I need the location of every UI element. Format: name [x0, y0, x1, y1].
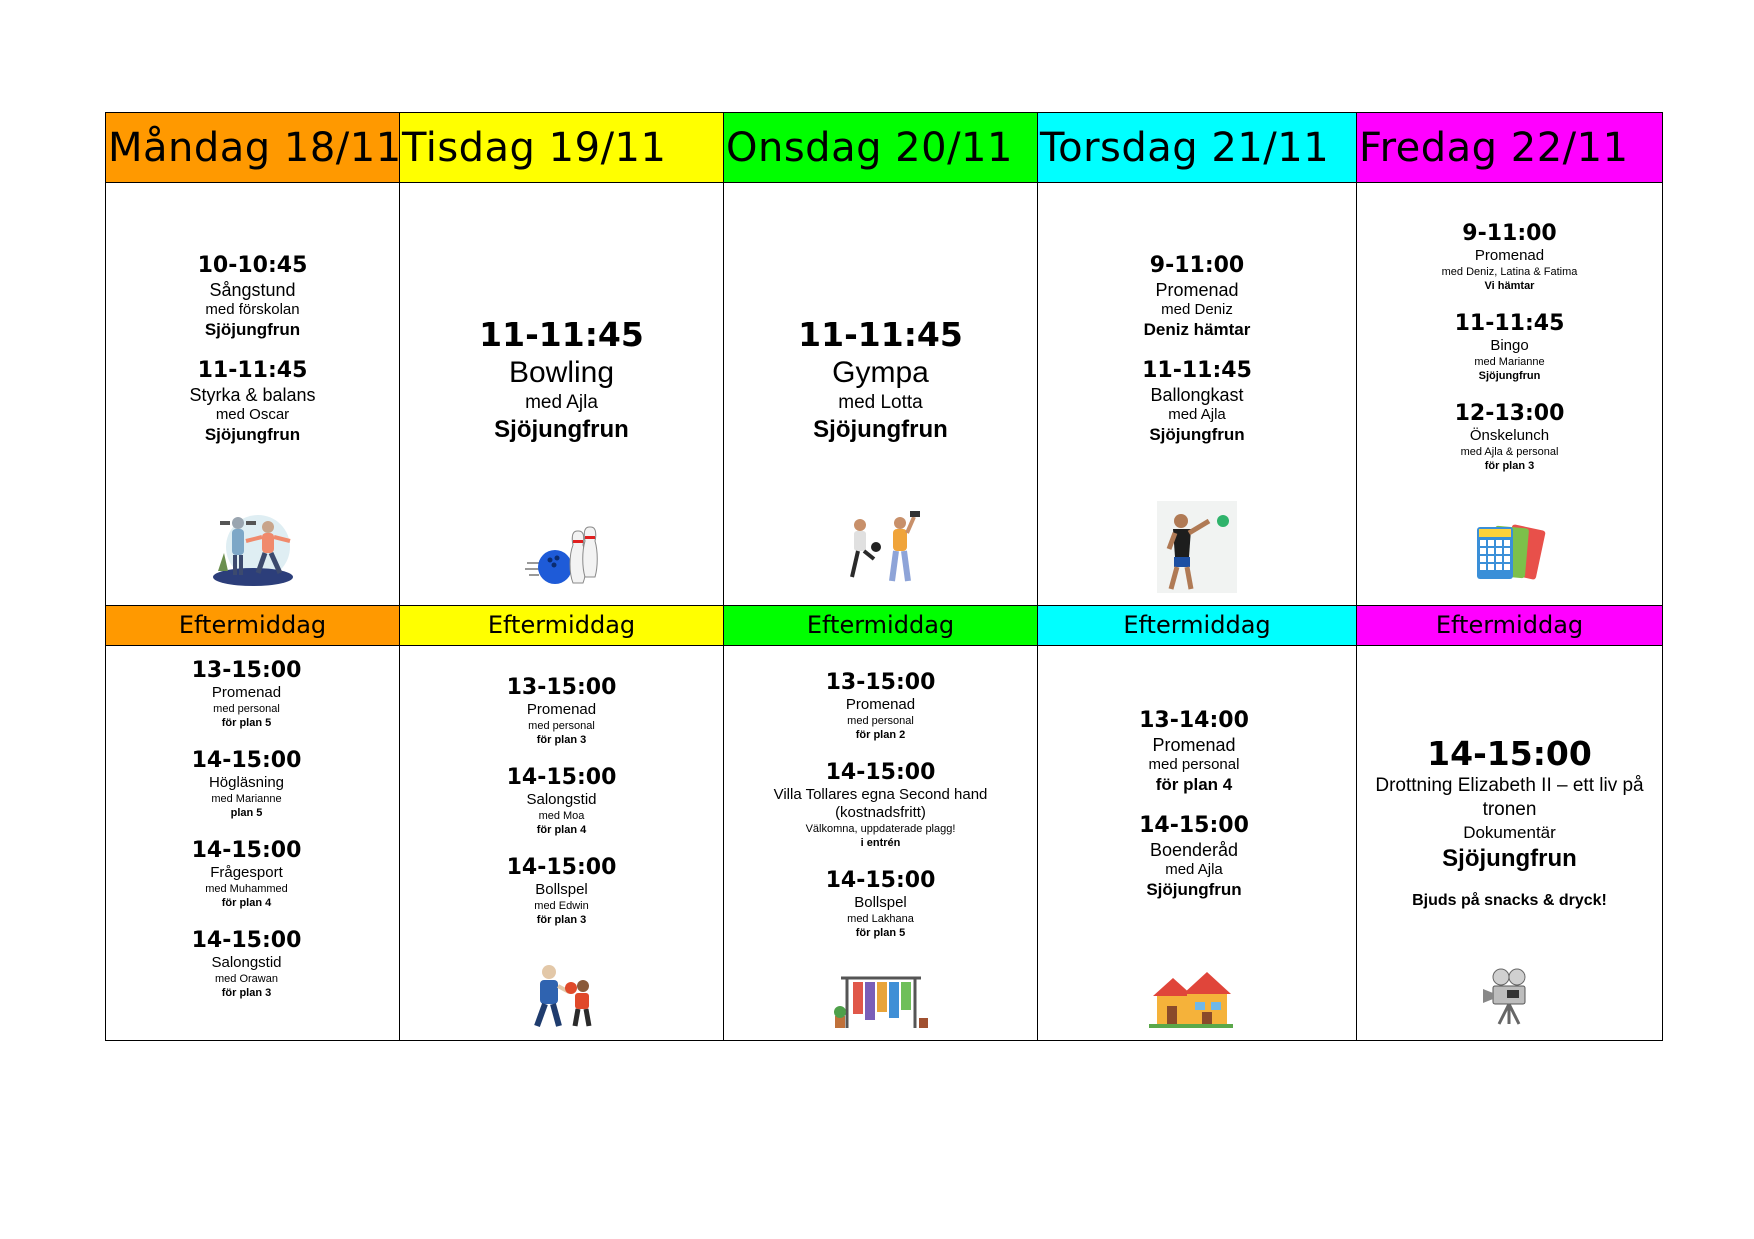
afternoon-label-thursday: Eftermiddag — [1038, 605, 1357, 645]
event-with: med förskolan — [205, 301, 300, 319]
event-with: med personal — [847, 714, 914, 727]
event-time: 11-11:45 — [479, 315, 644, 355]
afternoon-label-tuesday: Eftermiddag — [400, 605, 724, 645]
ball-throw-icon — [1157, 501, 1237, 593]
afternoon-cell-thursday — [1038, 645, 1357, 1040]
event-place: Sjöjungfrun — [1149, 425, 1245, 445]
event — [1038, 253, 1356, 340]
event-name: Promenad — [1152, 734, 1236, 755]
exercise-seniors-icon — [210, 513, 296, 587]
day-header-monday: Måndag 18/11 — [106, 113, 400, 183]
event — [724, 670, 1037, 742]
event-name: Bollspel — [854, 893, 907, 911]
afternoon-label-monday: Eftermiddag — [106, 605, 400, 645]
event-place: för plan 2 — [855, 728, 906, 741]
day-header-wednesday: Onsdag 20/11 — [724, 113, 1038, 183]
event-time: 14-15:00 — [1139, 812, 1249, 838]
event-time: 9-11:00 — [1149, 253, 1245, 279]
afternoon-cell-friday — [1357, 645, 1663, 1040]
event-name: Promenad — [845, 695, 916, 713]
event — [94, 658, 399, 730]
event-name: Bowling — [508, 356, 615, 390]
event-time: 11-11:45 — [197, 358, 308, 384]
event-with: med Ajla — [1165, 860, 1223, 878]
event — [1357, 734, 1662, 910]
event-with: med Deniz, Latina & Fatima — [1441, 266, 1578, 279]
event-with: med Ajla & personal — [1460, 446, 1559, 459]
event-name: Villa Tollares egna Second hand (kostnadsfritt) — [773, 785, 988, 821]
event-with: med Deniz — [1161, 301, 1233, 319]
event-time: 13-14:00 — [1139, 707, 1249, 733]
event-with: med Lotta — [838, 392, 923, 414]
event-time: 11-11:45 — [1454, 311, 1565, 337]
event-name: Ballongkast — [1150, 385, 1244, 406]
day-header-tuesday: Tisdag 19/11 — [400, 113, 724, 183]
afternoon-header-row — [106, 605, 1663, 645]
afternoon-row — [106, 645, 1663, 1040]
event — [400, 675, 723, 747]
event-name: Promenad — [211, 683, 282, 701]
event-time: 14-15:00 — [506, 854, 617, 880]
event-place: Sjöjungfrun — [494, 416, 629, 444]
event-place: Deniz hämtar — [1143, 320, 1251, 340]
event — [1032, 708, 1356, 795]
event-place: Sjöjungfrun — [1478, 370, 1541, 383]
event-name: Högläsning — [208, 773, 285, 791]
event — [94, 748, 399, 820]
event-with: med personal — [528, 719, 595, 732]
event-name: Sångstund — [209, 280, 296, 301]
event-place: Sjöjungfrun — [204, 320, 301, 340]
event — [724, 760, 1037, 850]
day-header-friday: Fredag 22/11 — [1357, 113, 1663, 183]
event-place: för plan 5 — [221, 716, 272, 729]
event-place: Sjöjungfrun — [1146, 879, 1242, 899]
event-time: 14-15:00 — [825, 759, 936, 785]
event-place: Sjöjungfrun — [1442, 844, 1577, 872]
weekly-schedule — [105, 112, 1662, 1041]
event-place: för plan 5 — [855, 926, 906, 939]
event-place: för plan 3 — [1484, 460, 1535, 473]
bingo-cards-icon — [1473, 523, 1547, 587]
afternoon-cell-tuesday — [400, 645, 724, 1040]
ball-game-icon — [527, 962, 597, 1030]
event — [724, 868, 1037, 940]
event-time: 14-15:00 — [1427, 733, 1592, 773]
event-name: Salongstid — [211, 953, 282, 971]
event — [1357, 401, 1662, 473]
afternoon-label-wednesday: Eftermiddag — [724, 605, 1038, 645]
event-name: Gympa — [832, 356, 929, 390]
event-name: Önskelunch — [1469, 427, 1550, 445]
event-place: för plan 3 — [536, 913, 587, 926]
event-with: med Moa — [538, 809, 585, 822]
event — [106, 253, 399, 340]
clothes-rack-icon — [833, 972, 929, 1030]
film-camera-icon — [1483, 968, 1537, 1026]
event-with: med Ajla — [1168, 406, 1226, 424]
event-time: 9-11:00 — [1462, 221, 1557, 247]
event — [400, 315, 723, 445]
event-time: 14-15:00 — [191, 927, 302, 953]
bowling-icon — [525, 523, 599, 587]
event-time: 11-11:45 — [798, 315, 963, 355]
gym-icon — [838, 511, 924, 587]
morning-cell-tuesday — [400, 183, 724, 605]
house-icon — [1149, 968, 1233, 1030]
event-name: Boenderåd — [1149, 839, 1239, 860]
event-with: med Marianne — [1474, 356, 1545, 369]
event-name: Styrka & balans — [189, 385, 316, 406]
afternoon-cell-monday — [106, 645, 400, 1040]
event-place: Sjöjungfrun — [204, 425, 301, 445]
event-place: i entrén — [860, 836, 901, 849]
event-name: Salongstid — [526, 790, 597, 808]
event-time: 13-15:00 — [191, 657, 302, 683]
event — [1357, 311, 1662, 383]
event — [400, 855, 723, 927]
event-name: Bingo — [1490, 337, 1529, 355]
event-name: Promenad — [526, 700, 597, 718]
morning-cell-monday — [106, 183, 400, 605]
afternoon-label-friday: Eftermiddag — [1357, 605, 1663, 645]
event-with: med Ajla — [525, 392, 598, 414]
event-place: för plan 3 — [221, 986, 272, 999]
event-name: Bollspel — [535, 880, 588, 898]
event-time: 12-13:00 — [1454, 401, 1565, 427]
event-place: för plan 4 — [221, 896, 272, 909]
event-place: för plan 4 — [536, 823, 587, 836]
event-time: 14-15:00 — [506, 764, 617, 790]
event-name: Drottning Elizabeth II – ett liv på tronen — [1375, 774, 1644, 820]
event-time: 14-15:00 — [825, 867, 936, 893]
event-time: 13-15:00 — [825, 669, 936, 695]
event-place: Vi hämtar — [1484, 280, 1535, 293]
schedule-table — [105, 112, 1663, 1041]
event-with: med personal — [1148, 755, 1240, 773]
event-with: med Muhammed — [205, 882, 288, 895]
event — [1038, 358, 1356, 445]
event-name: Frågesport — [210, 863, 283, 881]
afternoon-cell-wednesday — [724, 645, 1038, 1040]
event-with: Välkomna, uppdaterade plagg! — [805, 822, 956, 835]
event — [106, 358, 399, 445]
event-time: 14-15:00 — [191, 837, 302, 863]
event-place: för plan 4 — [1155, 774, 1233, 794]
event-time: 10-10:45 — [197, 253, 308, 279]
event-time: 14-15:00 — [191, 747, 302, 773]
morning-row — [106, 183, 1663, 605]
event — [94, 838, 399, 910]
event-with: med Lakhana — [847, 912, 914, 925]
morning-cell-friday — [1357, 183, 1663, 605]
event-with: med personal — [213, 702, 280, 715]
event-with: med Oscar — [215, 406, 290, 424]
event — [724, 315, 1037, 445]
event-time: 11-11:45 — [1142, 358, 1252, 384]
day-header-row — [106, 113, 1663, 183]
event-with: med Edwin — [534, 899, 589, 912]
event-place: Sjöjungfrun — [813, 416, 948, 444]
event-place: plan 5 — [230, 806, 263, 819]
event-with: med Orawan — [215, 972, 278, 985]
morning-cell-wednesday — [724, 183, 1038, 605]
event-with: Dokumentär — [1463, 822, 1556, 842]
snacks-note: Bjuds på snacks & dryck! — [1412, 891, 1607, 909]
event-time: 13-15:00 — [506, 674, 617, 700]
event — [400, 765, 723, 837]
event-name: Promenad — [1155, 280, 1239, 301]
morning-cell-thursday — [1038, 183, 1357, 605]
event — [1032, 813, 1356, 900]
event-place: för plan 3 — [536, 733, 587, 746]
event-with: med Marianne — [211, 792, 282, 805]
event-name: Promenad — [1474, 247, 1545, 265]
day-header-thursday: Torsdag 21/11 — [1038, 113, 1357, 183]
event — [1357, 221, 1662, 293]
event — [94, 928, 399, 1000]
